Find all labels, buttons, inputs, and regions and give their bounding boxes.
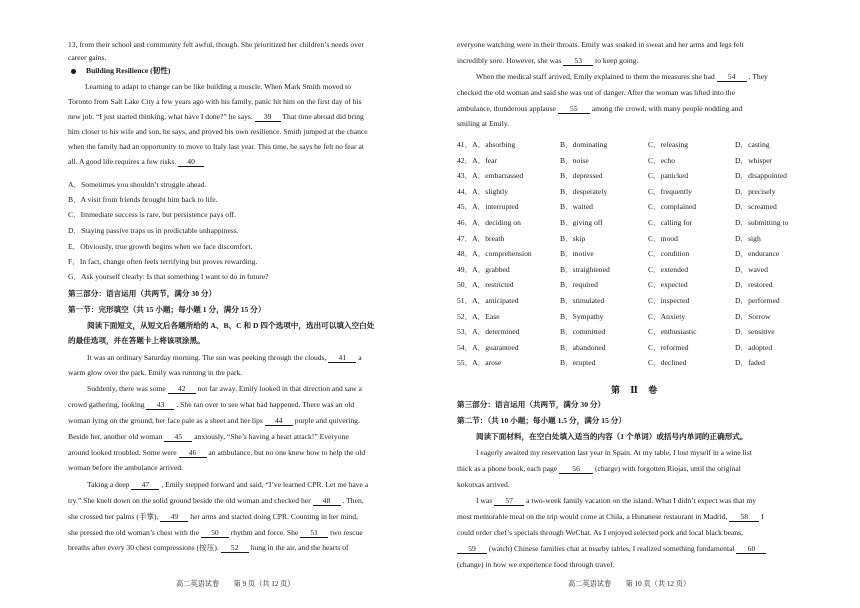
text-line: Toronto from Salt Lake City a few years ago with his family, panic hit him on the first day of his — [68, 97, 362, 106]
text-span: (charge) with forgotten Riojas, until the original — [594, 464, 741, 473]
cloze-option: D．whisper — [735, 155, 773, 165]
cloze-option: B．abandoned — [560, 342, 606, 352]
text-line: I eagerly awaited my reservation last year in Spain. At my table, I lost myself in a wine list — [476, 448, 752, 457]
cloze-option: D．Sorrow — [735, 311, 771, 321]
page-footer: 高二英语试卷 第 9 页（共 12 页） — [176, 580, 295, 588]
text-span: incredibly sore. However, she was — [457, 56, 562, 65]
text-span: , Emily stepped forward and said, “I’ve learned CPR. Let me have a — [161, 480, 369, 489]
text-line — [457, 464, 741, 474]
cloze-option: 45．A．interrupted — [457, 202, 519, 212]
cloze-option: B．depressed — [560, 171, 603, 181]
blank-55[interactable]: 55 — [558, 105, 590, 114]
text-line: woman before the ambulance arrived. — [68, 463, 183, 472]
volume-title: 第 Ⅱ 卷 — [611, 385, 662, 395]
cloze-option: 41．A．absorbing — [457, 140, 516, 149]
text-span: . She ran over to see what had happened. There was an old — [176, 400, 355, 409]
cloze-option: C．panicked — [648, 171, 689, 181]
cloze-option: 47．A．breath — [457, 233, 505, 243]
section-heading: Building Resilience (韧性) — [86, 66, 171, 75]
cloze-option: D．faded — [735, 358, 765, 368]
cloze-option: C．frequently — [648, 186, 692, 196]
text-line — [68, 512, 358, 522]
cloze-option: 50．A．restricted — [457, 280, 514, 290]
blank-58[interactable]: 58 — [729, 513, 759, 522]
text-line: checked the old woman and said she was out of danger. After the woman was lifted into the — [457, 88, 735, 97]
text-span: a — [358, 353, 362, 362]
instructions: 阅读下面材料，在空白处填入适当的内容（1 个单词）或括号内单词的正确形式。 — [476, 432, 748, 441]
section-title: 第二节：（共 10 小题；每小题 1.5 分，满分 15 分） — [457, 416, 626, 425]
text-line: (change) in how we experience food through travel. — [457, 560, 615, 569]
text-line — [68, 157, 204, 167]
text-span: I was — [476, 496, 493, 505]
cloze-option: 55．A．arose — [457, 358, 502, 368]
blank-56[interactable]: 56 — [559, 465, 593, 474]
text-span: That time abroad did bring — [282, 112, 364, 121]
text-line: Learning to adapt to change can be like building a muscle. When Mark Smith moved to — [85, 82, 351, 91]
text-span: most memorable meal on the trip would come at Chila, a Hunanese restaurant in Madrid, — [457, 512, 728, 521]
text-line — [68, 432, 349, 442]
text-line: kokotxas arrived. — [457, 480, 510, 489]
cloze-option: C．mood — [648, 233, 678, 243]
cloze-option: C．Anxiety — [648, 311, 686, 321]
cloze-option: 51．A．anticipated — [457, 296, 519, 305]
text-line — [457, 544, 766, 554]
cloze-option: 44．A．slightly — [457, 186, 509, 196]
cloze-option: B．committed — [560, 327, 606, 337]
part-title: 第三部分：语言运用（共两节，满分 30 分） — [68, 289, 217, 298]
cloze-option: C．extended — [648, 264, 689, 274]
text-span: (watch) Chinese families chat at nearby tables, I realized something fundamental — [488, 544, 735, 553]
text-line — [476, 72, 768, 82]
cloze-option: B．Sympathy — [560, 311, 604, 321]
option-e: E．Obviously, true growth begins when we face discomfort. — [68, 242, 253, 251]
cloze-option: C．enthusiastic — [648, 327, 697, 337]
cloze-option: D．adopted — [735, 342, 773, 352]
text-line: career gains. — [68, 53, 107, 62]
text-line — [476, 496, 756, 506]
text-line — [68, 496, 364, 506]
text-span: she crossed her palms (手掌), — [68, 512, 159, 521]
text-span: anxiously, “She’s having a heart attack!” Everyone — [194, 432, 349, 441]
text-span: new job. “I just started thinking, what have I done?” he says. — [68, 112, 253, 121]
text-span: she pressed the old woman’s chest with the — [68, 528, 199, 537]
cloze-option: B．giving off — [560, 218, 603, 227]
cloze-option: B．waited — [560, 202, 593, 212]
text-line — [457, 104, 742, 114]
text-line — [68, 543, 349, 553]
cloze-option: D．submitting to — [735, 218, 789, 227]
text-line — [87, 480, 368, 490]
cloze-option: B．dominating — [560, 140, 608, 149]
text-span: It was an ordinary Saturday morning. The sun was peeking through the clouds, — [87, 353, 327, 362]
cloze-option: B．straightened — [560, 264, 610, 274]
text-line: smiling at Emily. — [457, 119, 510, 128]
cloze-option: 43．A．embarrassed — [457, 171, 524, 181]
option-a: A．Sometimes you shouldn’t struggle ahead. — [68, 180, 207, 189]
cloze-option: D．sensitive — [735, 327, 775, 337]
instructions: 阅读下面短文，从短文后各题所给的 A、B、C 和 D 四个选项中，选出可以填入空白处 — [87, 321, 375, 330]
cloze-option: D．screamed — [735, 202, 777, 212]
cloze-option: C．complained — [648, 202, 697, 212]
blank-57[interactable]: 57 — [494, 497, 524, 506]
text-line: could order chef’s specials through WeChat. As I enjoyed selected pork and local black beans, — [457, 528, 744, 537]
text-line — [68, 448, 365, 458]
text-line — [68, 416, 360, 426]
cloze-option: D．endurance — [735, 249, 780, 259]
text-span: an ambulance, but no one knew how to help the old — [208, 448, 366, 457]
text-span: purple and quivering. — [294, 416, 360, 425]
text-line: him closer to his wife and son, he says, and proved his own resilience. Smith jumped at the chance — [68, 127, 368, 136]
cloze-option: D．performed — [735, 296, 780, 305]
cloze-option: D．precisely — [735, 186, 776, 196]
option-b: B．A visit from friends brought him back to life. — [68, 195, 218, 204]
blank-41[interactable]: 41 — [328, 354, 356, 363]
cloze-option: D．disappointed — [735, 171, 787, 181]
text-span: rhythm and force. She — [230, 528, 299, 537]
text-line — [457, 512, 764, 522]
text-line — [68, 528, 363, 538]
text-span: a two-week family vacation on the island. What I didn’t expect was that my — [526, 496, 757, 505]
cloze-option: B．desperately — [560, 186, 608, 196]
text-span: around looked troubled. Some were — [68, 448, 177, 457]
blank-42[interactable]: 42 — [168, 385, 196, 394]
cloze-option: B．erupted — [560, 358, 596, 368]
cloze-option: B．motive — [560, 249, 594, 259]
blank-54[interactable]: 54 — [717, 73, 747, 82]
cloze-option: B．noise — [560, 155, 589, 165]
text-span: hung in the air, and the hearts of — [250, 543, 349, 552]
text-line: when the family had an opportunity to move to Italy last year. This time, he says he felt no fear at — [68, 142, 364, 151]
cloze-option: D．sigh — [735, 233, 761, 243]
text-span: thick as a phone book, each page — [457, 464, 558, 473]
text-span: breaths after every 30 chest compressions (按压). — [68, 543, 219, 552]
cloze-option: C．reformed — [648, 342, 689, 352]
cloze-option: 42．A．fear — [457, 155, 498, 165]
cloze-option: C．condition — [648, 249, 690, 259]
option-g: G．Ask yourself clearly: Is that something I want to do in future? — [68, 272, 269, 281]
cloze-option: D．restored — [735, 280, 773, 290]
cloze-option: B．skip — [560, 233, 586, 243]
blank-50[interactable]: 50 — [201, 529, 229, 538]
blank-49[interactable]: 49 — [160, 513, 188, 522]
text-span: all. A good life requires a few risks. — [68, 157, 177, 166]
cloze-option: C．calling for — [648, 218, 693, 227]
text-line: warm glow over the park. Emily was running in the park. — [68, 368, 243, 377]
cloze-option: 49．A．grabbed — [457, 264, 510, 274]
cloze-option: 52．A．Ease — [457, 311, 500, 321]
cloze-option: D．casting — [735, 140, 770, 149]
option-d: D．Staying passive traps us in predictable unhappiness. — [68, 226, 239, 235]
cloze-option: D．waved — [735, 264, 768, 274]
cloze-option: 48．A．comprehension — [457, 249, 532, 259]
section-title: 第一节：完形填空（共 15 小题；每小题 1 分，满分 15 分） — [68, 305, 266, 314]
blank-44[interactable]: 44 — [265, 417, 293, 426]
text-span: two rescue — [330, 528, 363, 537]
cloze-option: C．releasing — [648, 140, 689, 149]
blank-39[interactable]: 39 — [255, 113, 281, 122]
blank-59[interactable]: 59 — [457, 545, 487, 554]
part-title: 第三部分：语言运用（共两节，满分 30 分） — [457, 400, 606, 409]
bullet-icon — [71, 69, 76, 74]
text-span: I — [761, 512, 764, 521]
blank-40[interactable]: 40 — [178, 158, 204, 167]
cloze-option: 53．A．determined — [457, 327, 520, 337]
text-line — [68, 112, 364, 122]
text-span: try.” She knelt down on the solid ground beside the old woman and checked her — [68, 496, 311, 505]
text-span: woman lying on the ground, her face pale as a sheet and her lips — [68, 416, 263, 425]
text-span: not far away. Emily looked in that direction and saw a — [197, 384, 362, 393]
blank-51[interactable]: 51 — [300, 529, 328, 538]
text-span: . Then, — [342, 496, 364, 505]
instructions: 的最佳选项，并在答题卡上将该项涂黑。 — [68, 336, 205, 345]
blank-60[interactable]: 60 — [736, 545, 766, 554]
text-span: crowd gathering, looking — [68, 400, 145, 409]
blank-48[interactable]: 48 — [313, 497, 341, 506]
text-line — [457, 56, 638, 66]
text-span: Beside her, another old woman — [68, 432, 163, 441]
page-footer: 高二英语试卷 第 10 页（共 12 页） — [568, 580, 691, 588]
text-span: to keep going. — [595, 56, 639, 65]
cloze-option: 46．A．deciding on — [457, 218, 521, 227]
text-line — [87, 353, 362, 363]
text-span: ambulance, thunderous applause — [457, 104, 556, 113]
blank-46[interactable]: 46 — [179, 449, 207, 458]
cloze-option: B．required — [560, 280, 598, 290]
cloze-option: C．inspected — [648, 296, 690, 305]
blank-52[interactable]: 52 — [221, 544, 249, 553]
blank-53[interactable]: 53 — [563, 57, 593, 66]
text-span: When the medical staff arrived, Emily explained to them the measures she had — [476, 72, 715, 81]
text-line — [68, 400, 354, 410]
cloze-option: C．echo — [648, 155, 675, 165]
text-line: 13, from their school and community felt awful, though. She prioritized her children’s needs over — [68, 40, 364, 49]
text-span: . They — [748, 72, 768, 81]
option-f: F．In fact, change often feels terrifying but proves rewarding. — [68, 257, 258, 266]
text-line — [87, 384, 362, 394]
blank-43[interactable]: 43 — [146, 401, 174, 410]
blank-47[interactable]: 47 — [131, 481, 159, 490]
text-span: Suddenly, there was some — [87, 384, 166, 393]
blank-45[interactable]: 45 — [164, 433, 192, 442]
text-line: everyone watching were in their throats. Emily was soaked in sweat and her arms and legs felt — [457, 40, 744, 49]
cloze-option: B．stimulated — [560, 296, 605, 305]
cloze-option: 54．A．guaranteed — [457, 342, 519, 352]
cloze-option: C．expected — [648, 280, 688, 290]
text-span: among the crowd, with many people nodding and — [591, 104, 743, 113]
text-span: her arms and started doing CPR. Counting in her mind, — [190, 512, 358, 521]
cloze-option: C．declined — [648, 358, 687, 368]
option-c: C．Immediate success is rare, but persistence pays off. — [68, 210, 236, 219]
text-span: Taking a deep — [87, 480, 130, 489]
